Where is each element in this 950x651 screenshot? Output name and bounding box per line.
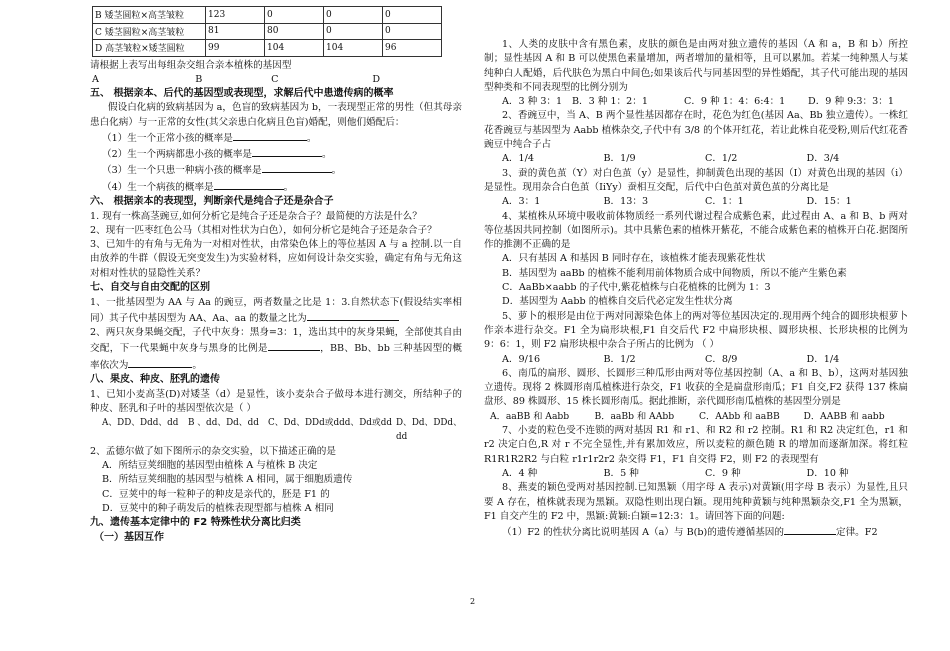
answer-letters (90, 73, 462, 87)
left-column (90, 0, 462, 545)
letter-a: A (92, 73, 99, 85)
table-row (93, 23, 442, 40)
question-1: 1、人类的皮肤中含有黑色素，皮肤的颜色是由两对独立遗传的基因（A 和 a，B 和 b）所控制；显性基因 A 和 B 可以使黑色素量增加，两者增加的量相等，且可以累加。若某一纯种黑人与某纯种白人配婚，后代肤色为黑白中间色;如果该后代与同基因型的异性婚配，其子代可能出现的基因型种类和不同表现型的比例分别为 (484, 39, 908, 93)
option: C．9 种 1：4：6:4：1 (684, 96, 786, 108)
option: B 、dd、Dd、dd (188, 418, 259, 429)
section6-q2: 2、现有一匹枣红色公马（其相对性状为白色），如何分析它是纯合子还是杂合子？ (90, 224, 437, 236)
section5-q3: （3）生一个只患一种病小孩的概率是 。 (90, 162, 462, 178)
letter-d: D (372, 73, 381, 85)
table-cell-cross: D 高茎皱粒×矮茎圆粒 (93, 40, 206, 57)
option: C、Dd、DDd或ddd、Dd或dd (268, 418, 392, 429)
option: C．1：1 (705, 196, 744, 208)
option: A．9/16 (502, 353, 541, 365)
cross-table (92, 6, 442, 57)
table-cell-cross: C 矮茎圆粒×高茎皱粒 (93, 23, 206, 40)
table-cell-count: 0 (324, 7, 383, 24)
table-cell-count: 123 (206, 7, 265, 24)
question-8: 8、燕麦的颖色受两对基因控制.已知黑颖（用字母 A 表示)对黄颖(用字母 B 表示）为显性,且只要 A 存在，植株就表现为黑颖。双隐性则出现白颖。现用纯种黄颖与纯种黑颖杂交,F1 全为黑颖，F1 自交产生的 F2 中，黑颖:黄颖:白颖=12:3：1。请回答下面的问题: (484, 482, 908, 522)
option: B．5 种 (603, 467, 639, 479)
option: C．9 种 (705, 467, 741, 479)
page-number: 2 (470, 597, 476, 606)
section8-q1: 1、已知小麦高茎(D)对矮茎（d）是显性，该小麦杂合子做母本进行测交，所结种子的种皮、胚乳和子叶的基因型依次是（ ） (90, 388, 462, 414)
option: D、Dd、DDd、dd (396, 418, 462, 443)
right-column (484, 38, 908, 540)
section7-title: 七、自交与自由交配的区别 (90, 282, 210, 294)
option: A．aaBB 和 Aabb (490, 410, 570, 422)
question-2-options (484, 152, 908, 166)
section5-q2: （2）生一个两病都患小孩的概率是 。 (90, 146, 462, 162)
section8-q2-opt-b: B．所结豆荚细胞的基因型与植株 A 相同，属于细胞质遗传 (102, 474, 353, 486)
section6-q3: 3、已知牛的有角与无角为一对相对性状，由常染色体上的等位基因 A 与 a 控制.以一自由放养的牛群（假设无突变发生)为实验材料，应如何设计杂交实验，确定有角与无角这对相对性状的显隐性关系？ (90, 239, 462, 279)
question-5-options (484, 353, 908, 367)
question-3: 3、蚕的黄色茧（Y）对白色茧（y）是显性，抑制黄色出现的基因（I）对黄色出现的基因（i）是显性。现用杂合白色茧（IiYy）蚕相互交配，后代中白色茧对黄色茧的分离比是 (484, 167, 908, 193)
option: D．3/4 (806, 153, 840, 165)
question-1-options (484, 95, 908, 109)
table-cell-count: 104 (324, 40, 383, 57)
option: B．3 种 1：2：1 (572, 96, 648, 108)
question-4-opt-c: C．AaBb×aabb 的子代中,紫花植株与白花植株的比例为 1：3 (502, 282, 771, 294)
table-cell-count: 0 (383, 7, 442, 24)
table-note: 请根据上表写出每组杂交组合亲本植株的基因型 (90, 59, 292, 71)
section8-q2-opt-a: A．所结豆荚细胞的基因型由植株 A 与植株 B 决定 (102, 460, 318, 472)
option: B．13：3 (603, 196, 649, 208)
option: B．1/9 (603, 153, 636, 165)
question-4-opt-a: A．只有基因 A 和基因 B 同时存在，该植株才能表现紫花性状 (502, 253, 766, 265)
table-row (93, 7, 442, 24)
letter-c: C (271, 73, 279, 85)
option: A．1/4 (502, 153, 534, 165)
section8-q1-options (90, 416, 462, 445)
question-7-options (484, 467, 908, 481)
section9-subtitle: （一）基因互作 (94, 531, 164, 543)
section8-q2: 2、孟德尔做了如下图所示的杂交实验，以下描述正确的是 (90, 445, 336, 457)
section7-q2: 2、两只灰身果蝇交配，子代中灰身：黑身=3：1，选出其中的灰身果蝇，全部使其自由交配，下一代果蝇中灰身与黑身的比例是 ，BB、Bb、bb 三种基因型的概率依次为 。 (90, 327, 463, 371)
table-cell-count: 99 (206, 40, 265, 57)
option: A．4 种 (502, 467, 538, 479)
section6-title: 六、 根据亲本的表现型，判断亲代是纯合子还是杂合子 (90, 196, 334, 208)
option: C．1/2 (705, 153, 738, 165)
section8-q2-opt-d: D．豆荚中的种子萌发后的植株表现型都与植株 A 相同 (102, 502, 334, 514)
table-cell-count: 104 (265, 40, 324, 57)
section8-title: 八、果皮、种皮、胚乳的遗传 (90, 374, 220, 386)
table-row (93, 40, 442, 57)
option: B．aaBb 和 AAbb (594, 410, 675, 422)
table-cell-count: 81 (206, 23, 265, 40)
section5-q1: （1）生一个正常小孩的概率是 。 (90, 130, 462, 146)
table-cell-count: 80 (265, 23, 324, 40)
letter-b: B (195, 73, 203, 85)
option: C．8/9 (705, 353, 738, 365)
option: A、DD、Ddd、dd (102, 418, 179, 429)
option: D．15：1 (806, 196, 852, 208)
section6-q1: 1. 现有一株高茎豌豆,如何分析它是纯合子还是杂合子？最简便的方法是什么？ (90, 210, 422, 222)
question-7: 7、小麦的粒色受不连锁的两对基因 R1 和 r1、和 R2 和 r2 控制。R1 和 R2 决定红色，r1 和 r2 决定白色,R 对 r 不完全显性,并有累加效应，所以麦粒的颜色随 R 的增加而逐渐加深。将红粒 R1R1R2R2 与白粒 r1r1r2r2 杂交得 F1，F1 自交得 F2，则 F2 的表现型有 (484, 425, 908, 465)
section9-title: 九、遗传基本定律中的 F2 特殊性状分离比归类 (90, 517, 301, 529)
question-2: 2、香豌豆中，当 A、B 两个显性基因都存在时，花色为红色(基因 Aa、Bb 独立遗传）。一株红花香豌豆与基因型为 Aabb 植株杂交,子代中有 3/8 的个体开红花，若让此株自花受粉,则后代红花香豌豆中纯合子占 (484, 110, 908, 151)
section5-title: 五、 根据亲本、后代的基因型或表现型，求解后代中患遗传病的概率 (90, 87, 394, 99)
table-cell-cross: B 矮茎圆粒×高茎皱粒 (93, 7, 206, 24)
question-8-sub1: （1）F2 的性状分离比说明基因 A（a）与 B(b)的遗传遵循基因的 定律。F2 (484, 524, 908, 540)
question-5: 5、萝卜的根形是由位于两对同源染色体上的两对等位基因决定的.现用两个纯合的圆形块根萝卜作亲本进行杂交。F1 全为扁形块根,F1 自交后代 F2 中扁形块根、圆形块根、长形块根的比例为 9：6：1，则 F2 扁形块根中杂合子所占的比例为 （ ） (484, 310, 908, 351)
option: D．1/4 (806, 353, 840, 365)
option: A．3：1 (502, 196, 541, 208)
option: D．AABB 和 aabb (803, 410, 885, 422)
table-cell-count: 96 (383, 40, 442, 57)
option: D．10 种 (806, 467, 849, 479)
table-cell-count: 0 (324, 23, 383, 40)
section8-q2-opt-c: C．豆荚中的每一粒种子的种皮是亲代的，胚是 F1 的 (102, 488, 330, 500)
question-4-opt-b: B．基因型为 aaBb 的植株不能利用前体物质合成中间物质，所以不能产生紫色素 (502, 267, 847, 279)
section5-body: 假设白化病的致病基因为 a，色盲的致病基因为 b，一表现型正常的男性（但其母亲患白化病）与一正常的女性(其父亲患白化病且色盲)婚配，则他们婚配后： (90, 102, 462, 128)
table-cell-count: 0 (383, 23, 442, 40)
section7-q1: 1、一批基因型为 AA 与 Aa 的豌豆，两者数量之比是 1：3.自然状态下(假设结实率相同）其子代中基因型为 AA、Aa、aa 的数量之比为 (90, 296, 462, 324)
table-cell-count: 0 (265, 7, 324, 24)
section5-q4: （4）生一个病孩的概率是 。 (90, 179, 462, 195)
question-6: 6、南瓜的扁形、圆形、长圆形三种瓜形由两对等位基因控制（A、a 和 B、b），这两对基因独立遗传。现将 2 株圆形南瓜植株进行杂交，F1 收获的全是扁盘形南瓜；F1 自交,F2 获得 137 株扁盘形、89 株圆形、15 株长圆形南瓜。据此推断，亲代圆形南瓜植株的基因型分别是 (484, 367, 908, 408)
option: B．1/2 (603, 353, 636, 365)
option: D．9 种 9:3：3：1 (808, 96, 894, 108)
question-3-options (484, 195, 908, 209)
question-6-options (484, 410, 908, 424)
option: C．AAbb 和 aaBB (699, 410, 780, 422)
question-4: 4、某植株从环境中吸收前体物质经一系列代谢过程合成紫色素，此过程由 A、a 和 B、b 两对等位基因共同控制（如图所示)。其中具紫色素的植株开紫花，不能合成紫色素的植株开白花.据图所作的推测不正确的是 (484, 210, 908, 251)
option: A．3 种 3：1 (502, 96, 563, 108)
question-4-opt-d: D．基因型为 Aabb 的植株自交后代必定发生性状分离 (502, 296, 733, 308)
